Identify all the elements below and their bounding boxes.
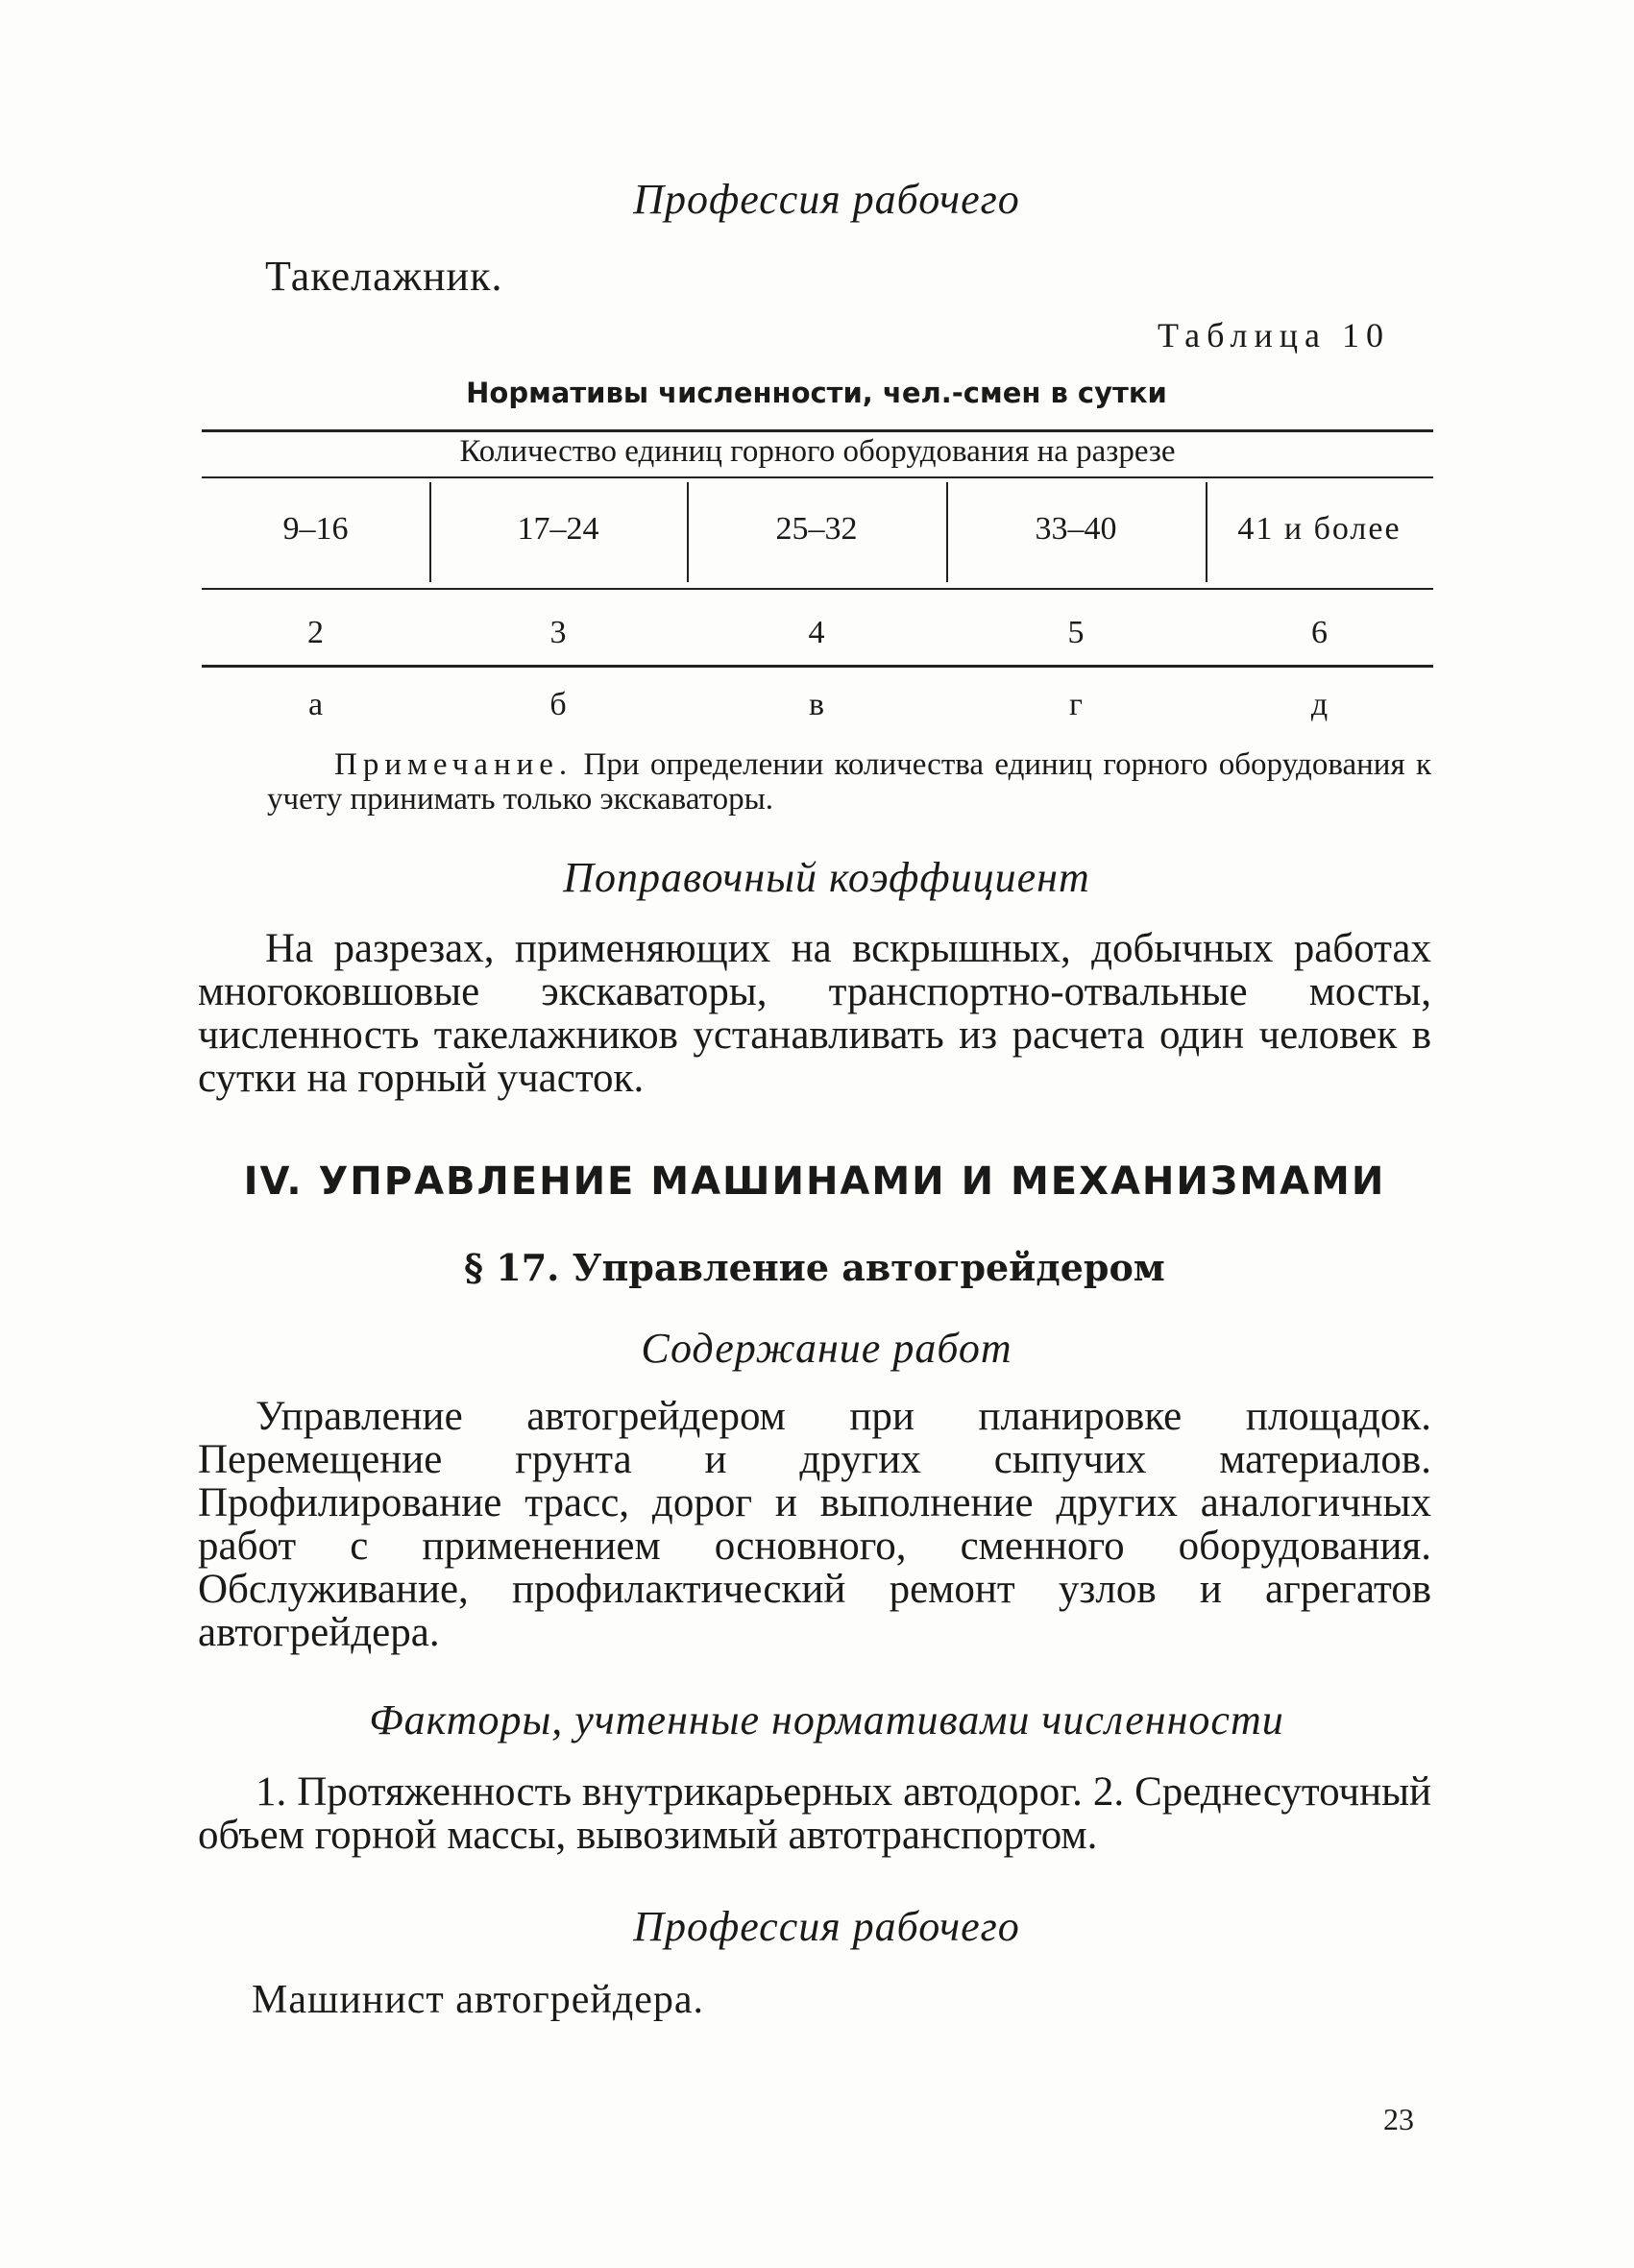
table-value: 5	[1067, 615, 1085, 650]
table-index-letter: б	[549, 687, 567, 722]
table-top-rule	[202, 429, 1433, 432]
table-index-letter: в	[808, 687, 825, 722]
page-number: 23	[1383, 2102, 1414, 2136]
table-value: 4	[808, 615, 825, 650]
table-value: 2	[307, 615, 324, 650]
note-label: Примечание.	[334, 747, 573, 782]
table-column-label: 17–24	[517, 511, 599, 547]
table-label: Таблица 10	[1158, 316, 1390, 354]
paragraph-title: § 17. Управление автогрейдером	[464, 1246, 1165, 1289]
table-index-letter: д	[1310, 687, 1329, 722]
table-bottom-rule	[202, 665, 1433, 668]
profession-heading: Профессия рабочего	[633, 176, 1020, 223]
table-column-label: 41 и более	[1237, 511, 1402, 547]
correction-heading: Поправочный коэффициент	[563, 854, 1090, 901]
table-title: Нормативы численности, чел.-смен в сутки	[466, 377, 1167, 409]
table-value: 6	[1311, 615, 1328, 650]
factors-text: 1. Протяженность внутрикарьерных автодорог. 2. Среднесуточный объем горной массы, вывозимый автотранспортом.	[198, 1769, 1431, 1858]
profession-name: Такелажник.	[265, 253, 503, 300]
table-index-letter: а	[307, 687, 324, 722]
table-note	[267, 747, 1431, 817]
table-column-label: 33–40	[1035, 511, 1117, 547]
table-column-label: 9–16	[282, 511, 349, 547]
work-content-text: Управление автогрейдером при планировке площадок. Перемещение грунта и других сыпучих материалов. Профилирование трасс, дорог и выполнение других аналогичных работ с применением основного, сменного оборудования. Обслуживание, профилактический ремонт узлов и агрегатов автогрейдера.	[198, 1394, 1431, 1655]
correction-text: На разрезах, применяющих на вскрышных, добычных работах многоковшовые экскаваторы, транспортно-отвальные мосты, численность такелажников устанавливать из расчета один человек в сутки на горный участок.	[198, 926, 1431, 1101]
table-index-letter: г	[1069, 687, 1083, 722]
chapter-title: IV. УПРАВЛЕНИЕ МАШИНАМИ И МЕХАНИЗМАМИ	[243, 1159, 1386, 1204]
operator-profession-name: Машинист автогрейдера.	[252, 1978, 704, 2022]
table-value: 3	[549, 615, 567, 650]
table-header-rule	[202, 476, 1433, 478]
table-columns-rule	[202, 588, 1433, 590]
work-content-heading: Содержание работ	[641, 1325, 1012, 1372]
operator-profession-heading: Профессия рабочего	[633, 1903, 1020, 1950]
factors-heading: Факторы, учтенные нормативами численности	[369, 1696, 1284, 1744]
table-header: Количество единиц горного оборудования на разрезе	[459, 434, 1176, 469]
table-column-label: 25–32	[775, 511, 858, 547]
note-text: При определении количества единиц горного оборудования к учету принимать только экскаваторы.	[267, 747, 1431, 817]
